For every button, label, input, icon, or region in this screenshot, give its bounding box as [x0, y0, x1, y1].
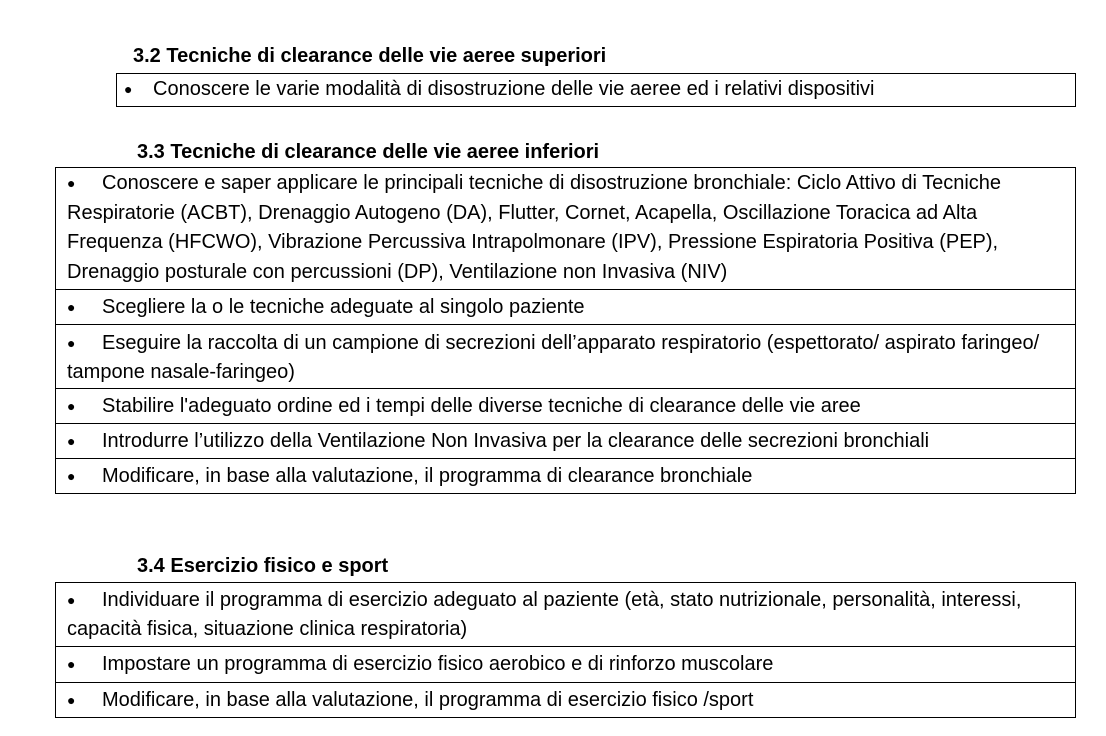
section-heading-3-2: 3.2 Tecniche di clearance delle vie aeree superiori [133, 45, 607, 67]
list-item [56, 647, 1075, 683]
section-table-3-2 [116, 73, 1076, 107]
bullet-icon: ● [67, 299, 76, 315]
bullet-icon: ● [67, 175, 76, 191]
bullet-icon: ● [67, 433, 76, 449]
list-item-text: Individuare il programma di esercizio adeguato al paziente (età, stato nutrizionale, personalità, interessi, capacità fisica, situazione clinica respiratoria) [67, 589, 1022, 640]
section-table-3-3 [55, 167, 1076, 494]
list-item-text: Impostare un programma di esercizio fisico aerobico e di rinforzo muscolare [102, 653, 774, 675]
list-item [56, 168, 1075, 290]
section-heading-3-4: 3.4 Esercizio fisico e sport [137, 555, 389, 577]
list-item [56, 424, 1075, 459]
bullet-icon: ● [67, 656, 76, 672]
list-item [56, 389, 1075, 424]
list-item-text: Modificare, in base alla valutazione, il programma di clearance bronchiale [102, 465, 753, 487]
list-item [117, 74, 1075, 105]
section-heading-3-3: 3.3 Tecniche di clearance delle vie aeree inferiori [137, 141, 600, 163]
list-item [56, 325, 1075, 389]
list-item-text: Conoscere le varie modalità di disostruzione delle vie aeree ed i relativi dispositivi [153, 78, 875, 100]
list-item [56, 683, 1075, 716]
list-item-text: Modificare, in base alla valutazione, il programma di esercizio fisico /sport [102, 689, 754, 711]
bullet-icon: ● [67, 335, 76, 351]
list-item-text: Introdurre l’utilizzo della Ventilazione Non Invasiva per la clearance delle secrezioni bronchiali [102, 430, 930, 452]
section-table-3-4 [55, 582, 1076, 718]
list-item [56, 290, 1075, 325]
list-item-text: Conoscere e saper applicare le principali tecniche di disostruzione bronchiale: Ciclo Attivo di Tecniche Respiratorie (ACBT), Drenaggio Autogeno (DA), Flutter, Cornet, Acapella, Oscillazione Toracica ad Alta Frequenza (HFCWO), Vibrazione Percussiva Intrapolmonare (IPV), Pressione Espiratoria Positiva (PEP), Drenaggio posturale con percussioni (DP), Ventilazione non Invasiva (NIV) [67, 172, 1002, 283]
list-item-text: Stabilire l'adeguato ordine ed i tempi delle diverse tecniche di clearance delle vie aree [102, 395, 861, 417]
list-item [56, 459, 1075, 492]
bullet-icon: ● [124, 81, 133, 97]
bullet-icon: ● [67, 468, 76, 484]
list-item [56, 583, 1075, 647]
bullet-icon: ● [67, 592, 76, 608]
list-item-text: Eseguire la raccolta di un campione di secrezioni dell’apparato respiratorio (espettorato/ aspirato faringeo/ tampone nasale-faringeo) [67, 332, 1040, 383]
bullet-icon: ● [67, 692, 76, 708]
list-item-text: Scegliere la o le tecniche adeguate al singolo paziente [102, 296, 585, 318]
bullet-icon: ● [67, 398, 76, 414]
